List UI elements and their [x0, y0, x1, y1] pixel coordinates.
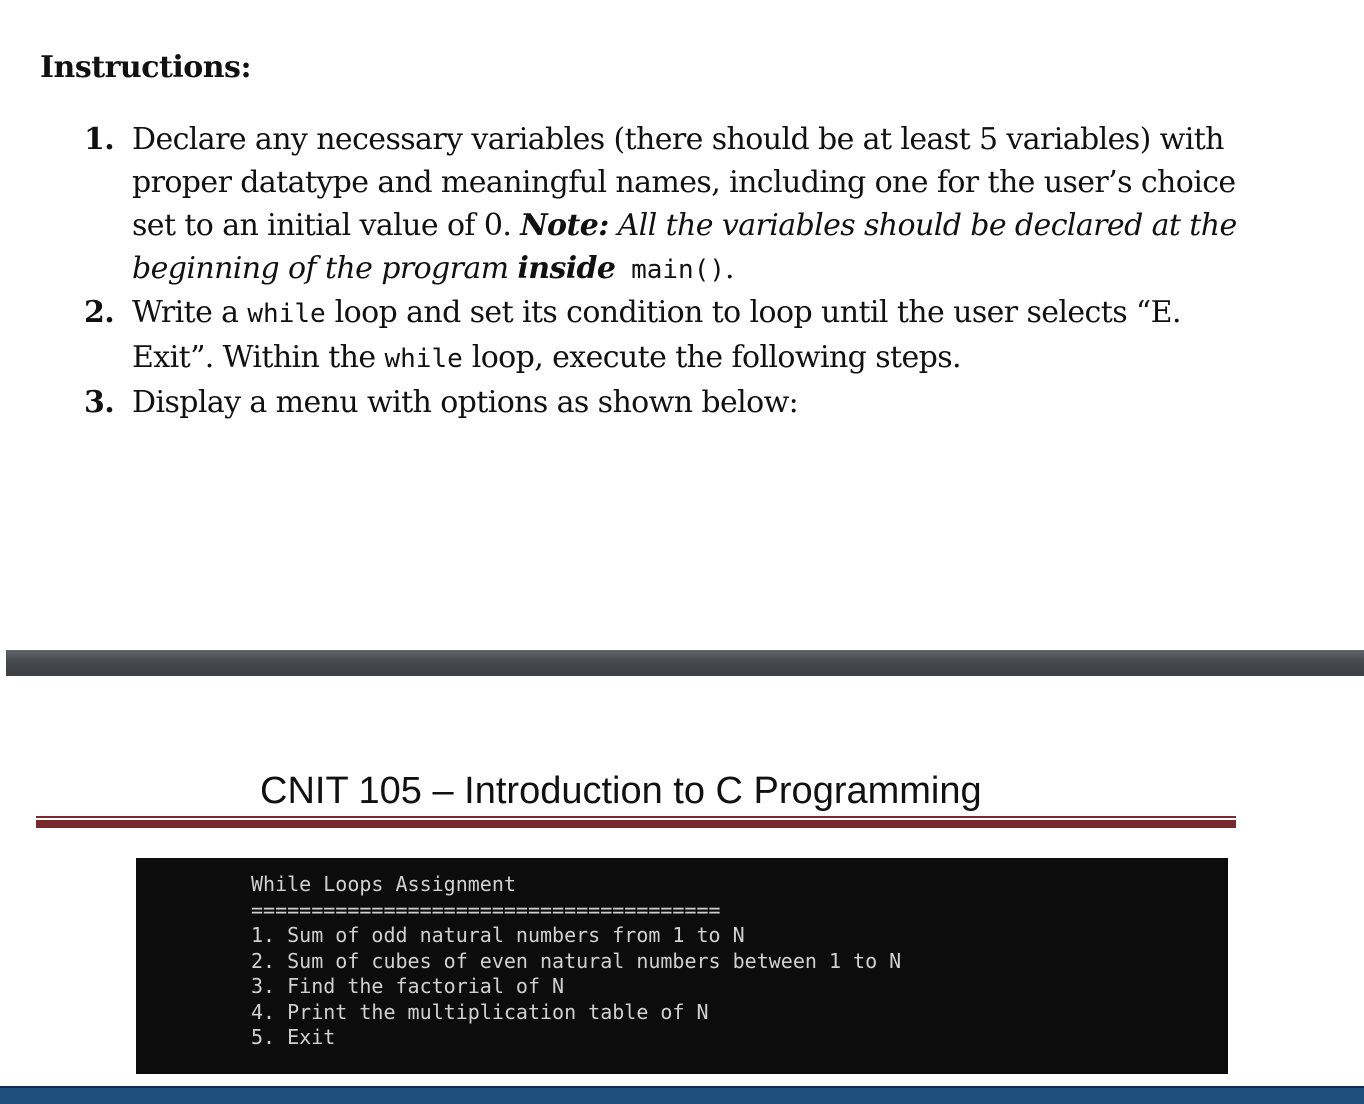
page-divider: [6, 650, 1364, 676]
console-screenshot: [136, 858, 1228, 1074]
while-code: while: [247, 299, 326, 329]
instruction-item-2: [84, 290, 1214, 380]
console-line: 3. Find the factorial of N: [251, 974, 565, 998]
title-rule: [36, 816, 1236, 818]
console-line: =======================================: [251, 897, 721, 922]
course-title: CNIT 105 – Introduction to C Programming: [260, 770, 982, 812]
footer-bar: [0, 1086, 1364, 1104]
console-line: While Loops Assignment: [251, 872, 516, 896]
item-2-line-2: [132, 335, 1214, 380]
item-2-text: Write a: [132, 295, 248, 330]
instructions-heading: Instructions:: [40, 50, 252, 85]
item-number: 3.: [84, 385, 115, 420]
instruction-item-1: [84, 118, 1237, 290]
while-code: while: [384, 344, 463, 374]
console-line: 4. Print the multiplication table of N: [251, 999, 709, 1024]
item-number: 2.: [84, 295, 115, 330]
console-output: [251, 872, 901, 1051]
item-1-line-1: Declare any necessary variables (there should be at least 5 variables) with: [132, 122, 1224, 157]
console-line: 1. Sum of odd natural numbers from 1 to N: [251, 923, 745, 947]
item-2-text: Exit”. Within the: [132, 340, 385, 375]
instructions-list: [84, 118, 1237, 425]
console-line: 5. Exit: [251, 1025, 336, 1049]
title-rule: [36, 820, 1236, 828]
item-1-line-2: proper datatype and meaningful names, including one for the user’s choice: [132, 165, 1236, 200]
item-1-line-3: [132, 204, 1237, 247]
instruction-item-3: [84, 380, 1214, 425]
item-3-line-1: Display a menu with options as shown below:: [132, 385, 799, 420]
item-1-period: .: [725, 251, 734, 286]
note-label: Note:: [520, 208, 609, 243]
note-text: All the variables should be declared at the: [608, 208, 1237, 243]
item-2-line-1: [132, 290, 1214, 335]
item-2-text: loop and set its condition to loop until the user selects “E.: [325, 295, 1181, 330]
main-code: main(): [615, 255, 725, 285]
console-line: 2. Sum of cubes of even natural numbers between 1 to N: [251, 948, 902, 973]
item-number: 1.: [84, 122, 115, 157]
inside-emphasis: inside: [517, 251, 616, 286]
item-2-text: loop, execute the following steps.: [462, 340, 961, 375]
item-1-line-4: [132, 247, 1214, 290]
item-1-text: set to an initial value of 0.: [132, 208, 521, 243]
note-text-cont: beginning of the program: [132, 251, 518, 286]
